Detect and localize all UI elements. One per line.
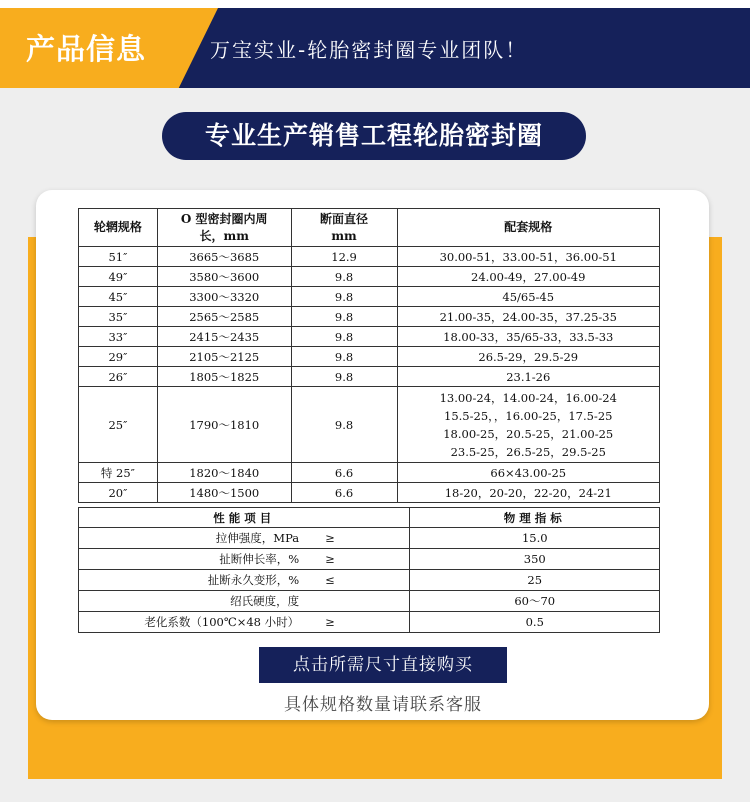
- property-row: [79, 570, 660, 591]
- tire-size-line: 30.00-51，33.00-51，36.00-51: [439, 249, 617, 264]
- tire-size-line: 15.5-25，，16.00-25，17.5-25: [444, 408, 613, 423]
- spec-cell-tires: [397, 307, 660, 327]
- tire-size-line: 24.00-49，27.00-49: [471, 269, 586, 284]
- property-row: [79, 591, 660, 612]
- tire-size-line: 66×43.00-25: [490, 465, 567, 480]
- spec-cell-perimeter: 2415～2435: [157, 327, 291, 347]
- spec-cell-rim: 25″: [79, 387, 158, 463]
- spec-cell-tires: [397, 463, 660, 483]
- spec-header-perimeter: O 型密封圈内周长，mm: [157, 209, 291, 247]
- spec-cell-diameter: 9.8: [291, 307, 397, 327]
- tire-size-line: 21.00-35，24.00-35，37.25-35: [439, 309, 617, 324]
- spec-cell-diameter: 9.8: [291, 287, 397, 307]
- spec-cell-tires: [397, 367, 660, 387]
- property-cell-value: 15.0: [410, 528, 660, 549]
- property-table: [78, 507, 660, 633]
- property-cell-op: ≥: [305, 612, 410, 633]
- spec-cell-rim: 29″: [79, 347, 158, 367]
- spec-cell-tires: [397, 347, 660, 367]
- spec-row[interactable]: [79, 247, 660, 267]
- spec-cell-diameter: 6.6: [291, 463, 397, 483]
- spec-cell-diameter: 9.8: [291, 347, 397, 367]
- tire-size-line: 13.00-24，14.00-24，16.00-24: [439, 390, 617, 405]
- property-cell-item: 扯断永久变形，%: [79, 570, 306, 591]
- spec-cell-perimeter: 2105～2125: [157, 347, 291, 367]
- property-row: [79, 528, 660, 549]
- property-header-value: 物理指标: [410, 508, 660, 528]
- spec-row[interactable]: [79, 307, 660, 327]
- spec-cell-diameter: 9.8: [291, 387, 397, 463]
- property-row: [79, 549, 660, 570]
- top-strip: [0, 0, 750, 8]
- tire-size-line: 23.5-25，26.5-25，29.5-25: [450, 444, 606, 459]
- property-cell-item: 拉伸强度，MPa: [79, 528, 306, 549]
- spec-row[interactable]: [79, 367, 660, 387]
- spec-cell-diameter: 9.8: [291, 267, 397, 287]
- property-cell-value: 350: [410, 549, 660, 570]
- spec-table: [78, 208, 660, 503]
- property-cell-item: 老化系数（100℃×48 小时）: [79, 612, 306, 633]
- property-cell-op: ≤: [305, 570, 410, 591]
- header-tag-label: 产品信息: [26, 32, 147, 66]
- spec-cell-perimeter: 1480～1500: [157, 483, 291, 503]
- tire-size-line: 23.1-26: [506, 369, 551, 384]
- property-cell-value: 25: [410, 570, 660, 591]
- spec-cell-perimeter: 1820～1840: [157, 463, 291, 483]
- spec-row[interactable]: [79, 463, 660, 483]
- spec-row[interactable]: [79, 347, 660, 367]
- contact-note: 具体规格数量请联系客服: [284, 695, 482, 715]
- spec-row[interactable]: [79, 327, 660, 347]
- spec-row[interactable]: [79, 267, 660, 287]
- spec-cell-perimeter: 3665～3685: [157, 247, 291, 267]
- buy-button[interactable]: 点击所需尺寸直接购买: [259, 647, 507, 683]
- section-banner: 专业生产销售工程轮胎密封圈: [162, 112, 586, 160]
- spec-header-diameter: 断面直径mm: [291, 209, 397, 247]
- tire-size-line: 18.00-33，35/65-33，33.5-33: [443, 329, 614, 344]
- property-cell-op: ≥: [305, 549, 410, 570]
- property-cell-op: ≥: [305, 528, 410, 549]
- spec-cell-tires: [397, 267, 660, 287]
- property-cell-item: 扯断伸长率，%: [79, 549, 306, 570]
- tire-size-line: 26.5-29，29.5-29: [478, 349, 579, 364]
- spec-cell-perimeter: 1805～1825: [157, 367, 291, 387]
- spec-cell-rim: 35″: [79, 307, 158, 327]
- spec-row[interactable]: [79, 483, 660, 503]
- tire-size-line: 18-20，20-20，22-20，24-21: [444, 485, 612, 500]
- spec-cell-rim: 20″: [79, 483, 158, 503]
- spec-cell-tires: [397, 327, 660, 347]
- property-table-body: [79, 528, 660, 633]
- spec-cell-perimeter: 1790～1810: [157, 387, 291, 463]
- spec-table-body: [79, 247, 660, 503]
- spec-cell-rim: 51″: [79, 247, 158, 267]
- property-row: [79, 612, 660, 633]
- property-cell-value: 0.5: [410, 612, 660, 633]
- spec-cell-diameter: 6.6: [291, 483, 397, 503]
- spec-cell-tires: [397, 247, 660, 267]
- property-cell-value: 60～70: [410, 591, 660, 612]
- spec-cell-perimeter: 3300～3320: [157, 287, 291, 307]
- spec-row[interactable]: [79, 287, 660, 307]
- spec-row[interactable]: [79, 387, 660, 463]
- spec-header-tires: 配套规格: [397, 209, 660, 247]
- header-slogan: 万宝实业-轮胎密封圈专业团队！: [210, 38, 528, 62]
- tire-size-line: 45/65-45: [502, 289, 555, 304]
- spec-cell-diameter: 9.8: [291, 367, 397, 387]
- spec-cell-tires: [397, 483, 660, 503]
- spec-header-rim: 轮辋规格: [79, 209, 158, 247]
- spec-cell-diameter: 12.9: [291, 247, 397, 267]
- spec-cell-rim: 26″: [79, 367, 158, 387]
- spec-cell-tires: [397, 287, 660, 307]
- spec-cell-rim: 特 25″: [79, 463, 158, 483]
- spec-cell-perimeter: 2565～2585: [157, 307, 291, 327]
- property-header-item: 性能项目: [79, 508, 410, 528]
- spec-cell-perimeter: 3580～3600: [157, 267, 291, 287]
- tire-size-line: 18.00-25，20.5-25，21.00-25: [443, 426, 614, 441]
- spec-cell-rim: 49″: [79, 267, 158, 287]
- spec-cell-tires: [397, 387, 660, 463]
- property-cell-item: 绍氏硬度，度: [79, 591, 306, 612]
- spec-cell-diameter: 9.8: [291, 327, 397, 347]
- spec-cell-rim: 33″: [79, 327, 158, 347]
- property-cell-op: [305, 591, 410, 612]
- spec-cell-rim: 45″: [79, 287, 158, 307]
